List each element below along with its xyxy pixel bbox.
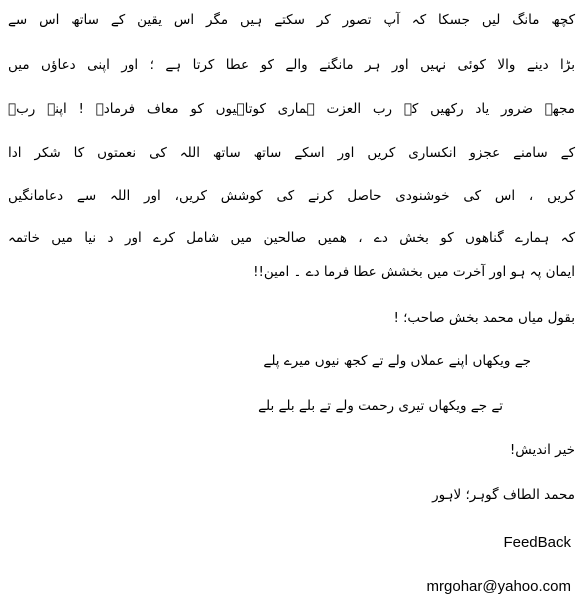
paragraph-line-5: کریں ، اس کی خوشنودی حاصل کرنے کی کوشش کریں، اور اللہ سے دعامانگیں — [8, 188, 575, 204]
paragraph-line-2: بڑا دینے والا کوئی نہیں اور ہر مانگنے والے کو عطا کرتا ہے ؛ اور اپنی دعاؤں میں — [8, 57, 575, 73]
paragraph-line-4: کے سامنے عجزو انکساری کریں اور اسکے ساتھ ساتھ اللہ کی نعمتوں کا شکر ادا — [8, 145, 575, 161]
quote-intro: بقول میاں محمد بخش صاحب؛ ! — [393, 310, 575, 326]
paragraph-line-7: ایمان پہ ہو اور آخرت میں بخشش عطا فرما دے ۔ امین!! — [253, 264, 575, 280]
closing-text: خیر اندیش! — [509, 442, 575, 458]
paragraph-line-3: مجھے ضرور یاد رکھیں کہ رب العزت ہماری کوتاہیوں کو معاف فرمادے ! اپنے ربؐ — [8, 101, 575, 117]
feedback-label: FeedBack — [503, 534, 571, 551]
signature: محمد الطاف گوہر؛ لاہور — [432, 487, 575, 503]
verse-line-2: تے جے ویکھاں تیری رحمت ولے تے بلے بلے بلے — [258, 398, 503, 414]
paragraph-line-1: کچھ مانگ لیں جسکا کہ آپ تصور کر سکتے ہیں مگر اس یقین کے ساتھ اس سے — [8, 12, 575, 28]
email-link[interactable]: mrgohar@yahoo.com — [426, 578, 571, 595]
paragraph-line-6: کہ ہمارے گناھوں کو بخش دے ، ھمیں صالحین میں شامل کرے اور د نیا میں خاتمہ — [8, 230, 575, 246]
verse-line-1: جے ویکھاں اپنے عملاں ولے تے کجھ نیوں میرے پلے — [263, 353, 531, 369]
